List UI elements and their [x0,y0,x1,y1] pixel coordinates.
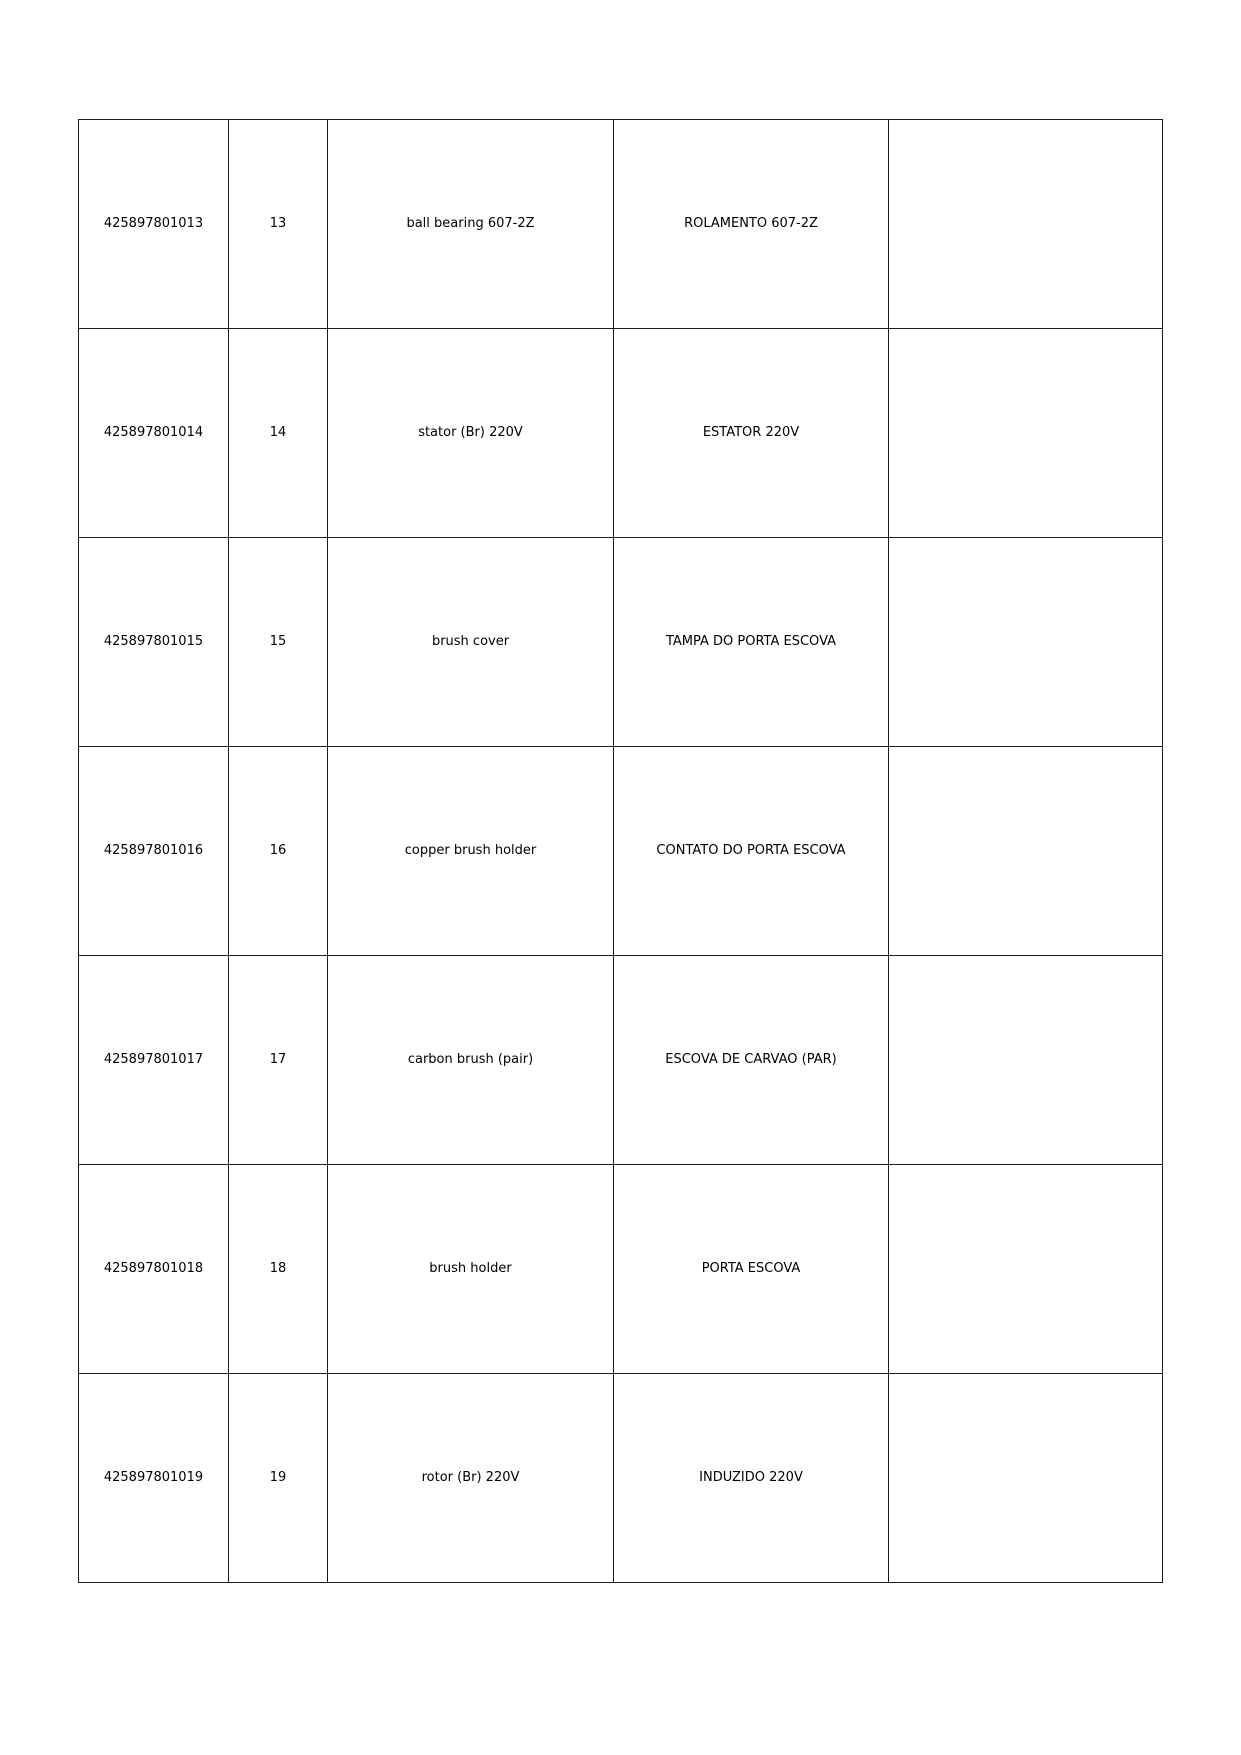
item-number-cell: 14 [229,329,328,538]
table-row [79,538,1163,747]
description-en-cell: brush holder [328,1165,614,1374]
empty-cell [889,329,1163,538]
empty-cell [889,956,1163,1165]
item-number-cell: 19 [229,1374,328,1583]
part-code-cell: 425897801018 [79,1165,229,1374]
item-number-cell: 13 [229,120,328,329]
description-pt-cell: PORTA ESCOVA [614,1165,889,1374]
part-code-cell: 425897801014 [79,329,229,538]
item-number-cell: 18 [229,1165,328,1374]
description-en-cell: stator (Br) 220V [328,329,614,538]
part-code-cell: 425897801017 [79,956,229,1165]
empty-cell [889,1165,1163,1374]
part-code-cell: 425897801015 [79,538,229,747]
description-pt-cell: ESTATOR 220V [614,329,889,538]
part-code-cell: 425897801016 [79,747,229,956]
description-en-cell: brush cover [328,538,614,747]
table-row [79,329,1163,538]
table-row [79,120,1163,329]
description-pt-cell: INDUZIDO 220V [614,1374,889,1583]
part-code-cell: 425897801013 [79,120,229,329]
description-pt-cell: TAMPA DO PORTA ESCOVA [614,538,889,747]
parts-table [78,119,1163,1583]
table-row [79,747,1163,956]
description-pt-cell: ESCOVA DE CARVAO (PAR) [614,956,889,1165]
item-number-cell: 16 [229,747,328,956]
part-code-cell: 425897801019 [79,1374,229,1583]
description-en-cell: copper brush holder [328,747,614,956]
table-row [79,1165,1163,1374]
description-pt-cell: ROLAMENTO 607-2Z [614,120,889,329]
empty-cell [889,120,1163,329]
empty-cell [889,1374,1163,1583]
item-number-cell: 15 [229,538,328,747]
description-pt-cell: CONTATO DO PORTA ESCOVA [614,747,889,956]
description-en-cell: rotor (Br) 220V [328,1374,614,1583]
description-en-cell: carbon brush (pair) [328,956,614,1165]
item-number-cell: 17 [229,956,328,1165]
table-row [79,1374,1163,1583]
empty-cell [889,747,1163,956]
table-row [79,956,1163,1165]
description-en-cell: ball bearing 607-2Z [328,120,614,329]
empty-cell [889,538,1163,747]
